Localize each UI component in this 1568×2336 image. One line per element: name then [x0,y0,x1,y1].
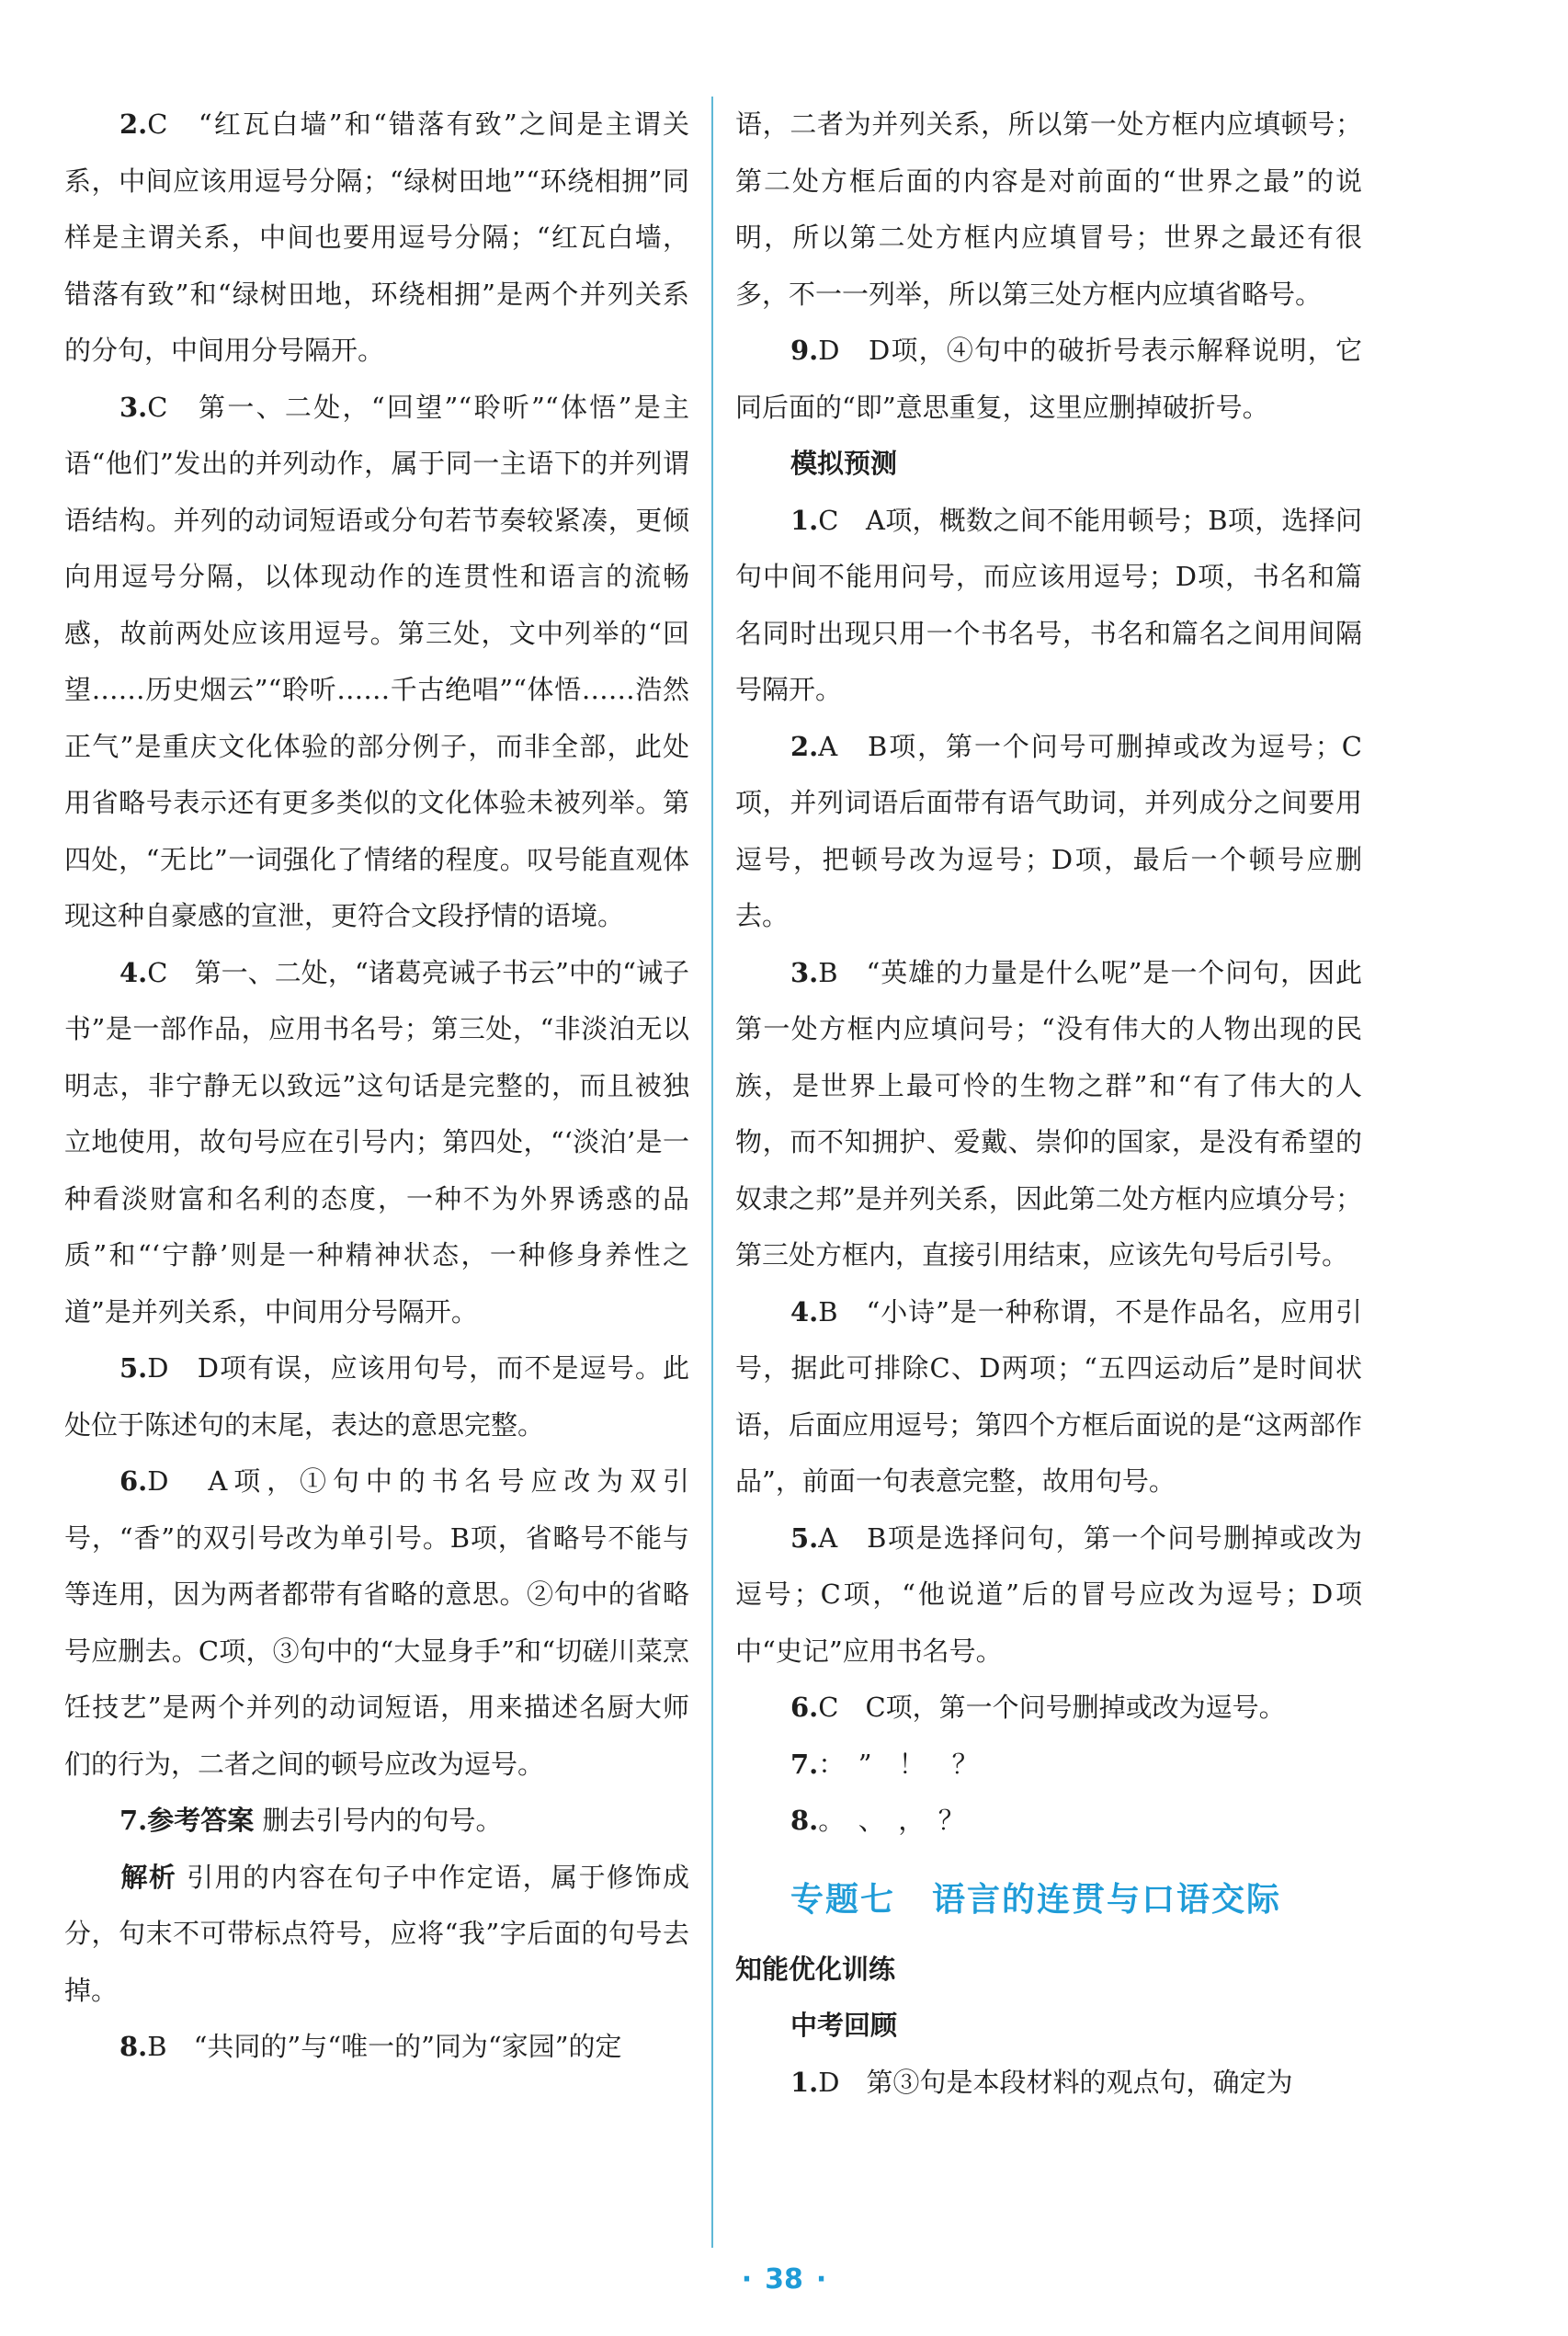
answer-text: ： ” ！ ？ [818,1748,979,1780]
answer-text: B “小诗”是一种称谓，不是作品名，应用引号，据此可排除C、D两项；“五四运动后”是时间状语，后面应用逗号；第四个方框后面说的是“这两部作品”，前面一句表意完整，故用句号。 [735,1295,1362,1497]
answer-text: 引用的内容在句子中作定语，属于修饰成分，句末不可带标点符号，应将“我”字后面的句号去掉。 [64,1861,689,2006]
answer-text: 删去引号内的句号。 [262,1805,503,1836]
answer-paragraph [735,493,1362,719]
column-divider [711,97,713,2248]
answer-paragraph [735,1284,1362,1510]
answer-paragraph [64,380,689,945]
answer-paragraph [735,1510,1362,1681]
answer-number: 7. [119,1805,148,1836]
answer-number: 5. [790,1521,819,1554]
answer-paragraph [735,2055,1362,2112]
answer-paragraph [64,1793,689,1850]
answer-number: 5. [119,1352,148,1384]
answer-number: 7. [790,1748,819,1780]
answer-text: B “英雄的力量是什么呢”是一个问句，因此第一处方框内应填问号；“没有伟大的人物出现的民族，是世界上最可怜的生物之群”和“有了伟大的人物，而不知拥护、爱戴、崇仰的国家，是没有希望的奴隶之邦”是并列关系，因此第二处方框内应填分号；第三处方框内，直接引用结束，应该先句号后引号。 [735,956,1362,1271]
answer-paragraph [64,1453,689,1793]
right-column [735,97,1362,2111]
answer-number: 6. [790,1692,819,1723]
chapter-label: 专题七 [790,1880,896,1919]
answer-number: 6. [119,1465,148,1497]
answer-text: C 第一、二处，“回望”“聆听”“体悟”是主语“他们”发出的并列动作，属于同一主语下的并列谓语结构。并列的动词短语或分句若节奏较紧凑，更倾向用逗号分隔，以体现动作的连贯性和语言的流畅感，故前两处应该用逗号。第三处，文中列举的“回望……历史烟云”“聆听……千古绝唱”“体悟……浩然正气”是重庆文化体验的部分例子，而非全部，此处用省略号表示还有更多类似的文化体验未被列举。第四处，“无比”一词强化了情绪的程度。叹号能直观体现这种自豪感的宣泄，更符合文段抒情的语境。 [64,391,689,931]
answer-text: 。 、 ， ？ [818,1805,965,1836]
left-column [64,97,689,2076]
answer-paragraph [735,323,1362,436]
answer-number: 2. [790,730,819,762]
answer-text: A B项是选择问句，第一个问号删掉或改为逗号；C项，“他说道”后的冒号应改为逗号；D项中“史记”应用书名号。 [735,1521,1362,1667]
answer-text: C A项，概数之间不能用顿号；B项，选择问句中间不能用问号，而应该用逗号；D项，书名和篇名同时出现只用一个书名号，书名和篇名之间用间隔号隔开。 [735,504,1362,705]
answer-paragraph [64,97,689,380]
answer-number: 4. [119,956,148,988]
answer-number: 8. [119,2031,148,2062]
answer-number: 4. [790,1295,819,1328]
answer-paragraph [64,2019,689,2076]
answer-paragraph [64,1340,689,1453]
answer-keyword: 参考答案 [147,1805,255,1836]
answer-paragraph [735,97,1362,323]
answer-text: C 第一、二处，“诸葛亮诫子书云”中的“诫子书”是一部作品，应用书名号；第三处，“非淡泊无以明志，非宁静无以致远”这句话是完整的，而且被独立地使用，故句号应在引号内；第四处，“‘淡泊’是一种看淡财富和名利的态度，一种不为外界诱惑的品质”和“‘宁静’则是一种精神状态，一种修身养性之道”是并列关系，中间用分号隔开。 [64,956,689,1328]
answer-number: 1. [790,504,819,536]
answer-text: D A项，①句中的书名号应改为双引号，“香”的双引号改为单引号。B项，省略号不能与等连用，因为两者都带有省略的意思。②句中的省略号应删去。C项，③句中的“大显身手”和“切磋川菜烹饪技艺”是两个并列的动词短语，用来描述名厨大师们的行为，二者之间的顿号应改为逗号。 [64,1465,689,1780]
answer-number: 2. [119,108,148,140]
answer-number: 3. [119,391,148,423]
answer-text: D 第③句是本段材料的观点句，确定为 [818,2066,1293,2098]
right-top-answers [735,97,1362,436]
answer-text: D D项有误，应该用句号，而不是逗号。此处位于陈述句的末尾，表达的意思完整。 [64,1352,689,1441]
answer-number: 1. [790,2066,819,2098]
answer-text: C C项，第一个问号删掉或改为逗号。 [818,1692,1286,1723]
answer-text: B “共同的”与“唯一的”同为“家园”的定 [147,2031,622,2062]
answer-text: 语，二者为并列关系，所以第一处方框内应填顿号；第二处方框后面的内容是对前面的“世界之最”的说明，所以第二处方框内应填冒号；世界之最还有很多，不一一列举，所以第三处方框内应填省略号。 [735,108,1362,310]
answer-number: 3. [790,956,819,988]
answer-text: A B项，第一个问号可删掉或改为逗号；C项，并列词语后面带有语气助词，并列成分之间要用逗号，把顿号改为逗号；D项，最后一个顿号应删去。 [735,730,1362,931]
answer-paragraph [735,1793,1362,1850]
answer-paragraph [735,719,1362,945]
answer-text: D D项，④句中的破折号表示解释说明，它同后面的“即”意思重复，这里应删掉破折号。 [735,335,1362,423]
answer-paragraph [64,1850,689,2020]
answer-number: 8. [790,1805,819,1836]
answer-paragraph [735,1680,1362,1737]
page-number: 38 [765,2263,803,2296]
zhongkao-answers [735,2055,1362,2112]
answer-number: 9. [790,335,819,366]
answer-paragraph [64,945,689,1341]
chapter-heading [735,1859,1362,1942]
section-heading-moni: 模拟预测 [790,448,898,479]
answer-text: C “红瓦白墙”和“错落有致”之间是主谓关系，中间应该用逗号分隔；“绿树田地”“环绕相拥”同样是主谓关系，中间也要用逗号分隔；“红瓦白墙，错落有致”和“绿树田地，环绕相拥”是两个并列关系的分句，中间用分号隔开。 [64,108,689,366]
answer-paragraph [735,945,1362,1284]
chapter-title: 语言的连贯与口语交际 [932,1880,1282,1919]
moni-answers [735,493,1362,1850]
section-heading-zhongkao: 中考回顾 [790,2010,898,2041]
section-heading-zhineng: 知能优化训练 [735,1953,896,1985]
answer-keyword: 解析 [119,1861,177,1893]
answer-paragraph [735,1737,1362,1794]
page-footer: · 38 · [741,2263,827,2296]
